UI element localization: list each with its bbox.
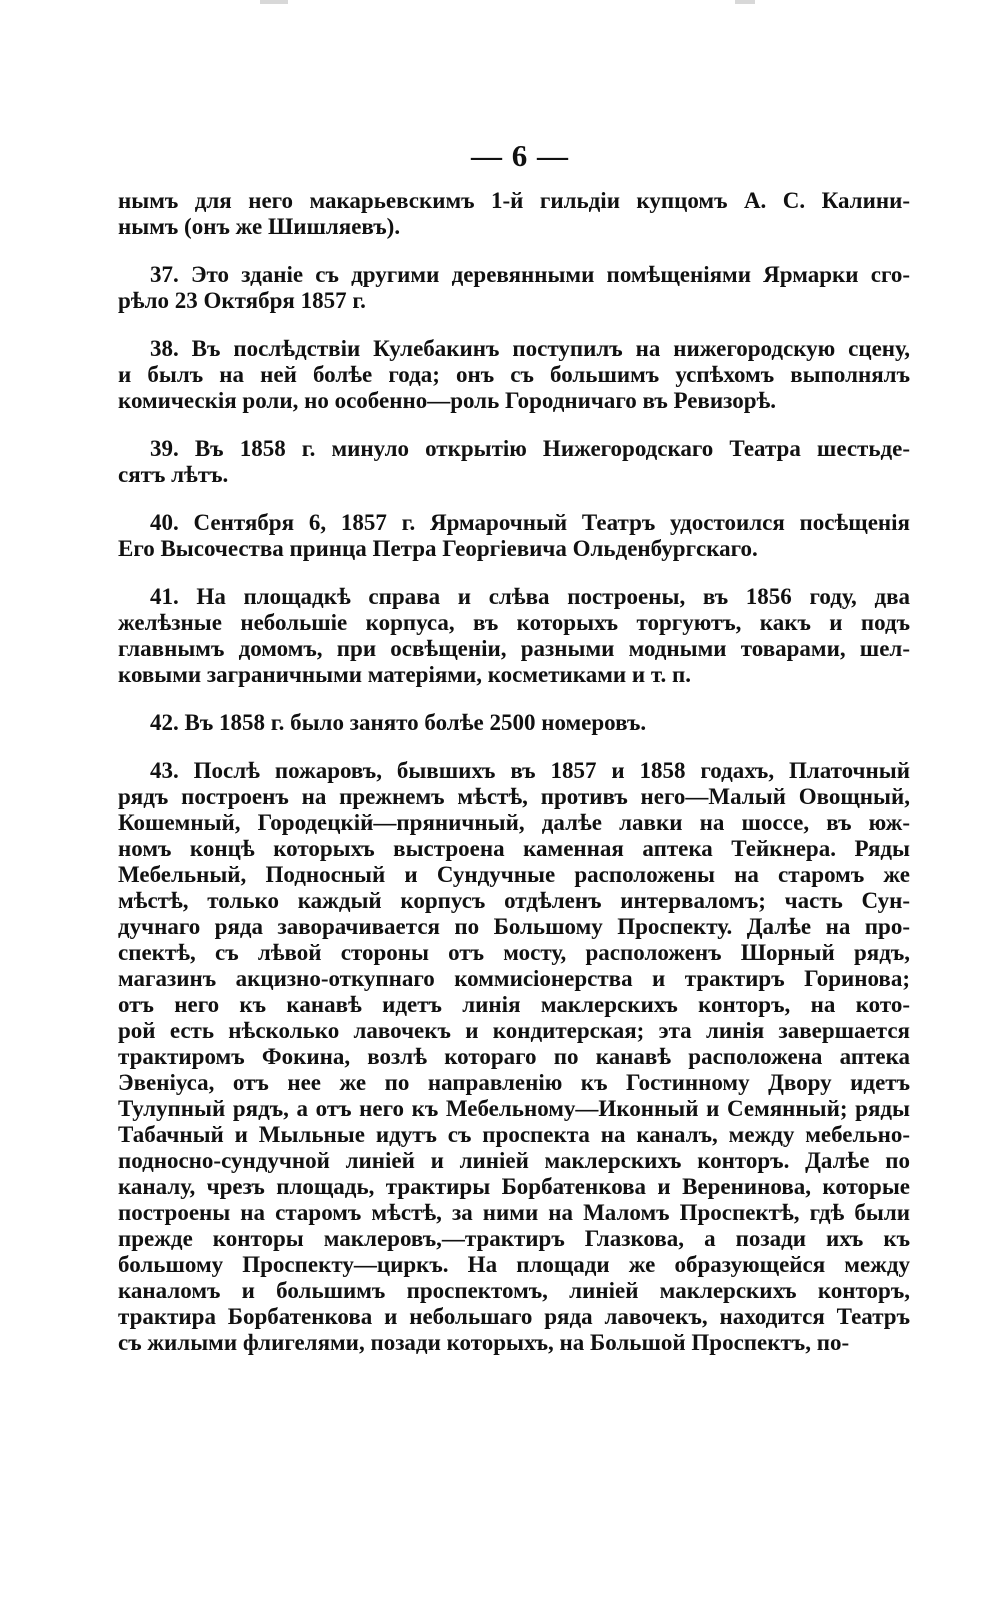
text-line: большому Проспекту—циркъ. На площади же образующейся между [118,1252,910,1277]
text-line: рядъ построенъ на прежнемъ мѣстѣ, противъ него—Малый Овощный, [118,784,910,809]
text-line: Тулупный рядъ, а отъ него къ Мебельному—Иконный и Семянный; ряды [118,1096,910,1121]
text-line: 40. Сентября 6, 1857 г. Ярмарочный Театръ удостоился посѣщенія [150,510,910,535]
text-line: нымъ для него макарьевскимъ 1-й гильдіи купцомъ А. С. Калини- [118,188,910,213]
text-line: сятъ лѣтъ. [118,462,229,487]
text-line: номъ концѣ которыхъ выстроена каменная аптека Тейкнера. Ряды [118,836,910,861]
text-line: желѣзные небольшіе корпуса, въ которыхъ торгуютъ, какъ и подъ [118,610,910,635]
paragraph [118,188,910,240]
text-line: рѣло 23 Октября 1857 г. [118,288,366,313]
paragraph [118,336,910,414]
paragraph [118,262,910,314]
text-line: 38. Въ послѣдствіи Кулебакинъ поступилъ на нижегородскую сцену, [150,336,910,361]
text-line: каналу, чрезъ площадь, трактиры Борбатенкова и Веренинова, которые [118,1174,910,1199]
text-line: 37. Это зданіе съ другими деревянными помѣщеніями Ярмарки сго- [150,262,910,287]
page-text [118,188,910,1378]
text-line: построены на старомъ мѣстѣ, за ними на Маломъ Проспектѣ, гдѣ были [118,1200,910,1225]
text-line: каналомъ и большимъ проспектомъ, линіей маклерскихъ конторъ, [118,1278,910,1303]
text-line: Кошемный, Городецкій—пряничный, далѣе лавки на шоссе, въ юж- [118,810,910,835]
text-line: комическія роли, но особенно—роль Городничаго въ Ревизорѣ. [118,388,777,413]
text-line: ковыми заграничными матеріями, косметиками и т. п. [118,662,691,687]
text-line: 42. Въ 1858 г. было занято болѣе 2500 номеровъ. [150,710,647,735]
text-line: и былъ на ней болѣе года; онъ съ большимъ успѣхомъ выполнялъ [118,362,910,387]
text-line: Эвеніуса, отъ нее же по направленію къ Гостинному Двору идетъ [118,1070,910,1095]
paragraph [118,510,910,562]
paragraph [118,584,910,688]
page-number: — 6 — [471,138,569,173]
text-line: отъ него къ канавѣ идетъ линія маклерскихъ конторъ, на кото- [118,992,910,1017]
text-line: магазинъ акцизно-откупнаго коммисіонерства и трактиръ Горинова; [118,966,910,991]
text-line: нымъ (онъ же Шишляевъ). [118,214,401,239]
text-line: 41. На площадкѣ справа и слѣва построены, въ 1856 году, два [150,584,910,609]
text-line: прежде конторы маклеровъ,—трактиръ Глазкова, а позади ихъ къ [118,1226,910,1251]
text-line: трактиромъ Фокина, возлѣ котораго по канавѣ расположена аптека [118,1044,910,1069]
text-line: рой есть нѣсколько лавочекъ и кондитерская; эта линія завершается [118,1018,910,1043]
text-line: подносно-сундучной линіей и линіей маклерскихъ конторъ. Далѣе по [118,1148,910,1173]
paragraph [118,758,910,1356]
scan-edge-mark [735,0,755,4]
text-line: 39. Въ 1858 г. минуло открытію Нижегородскаго Театра шестьде- [150,436,910,461]
scan-edge-mark [260,0,288,4]
text-line: трактира Борбатенкова и небольшаго ряда лавочекъ, находится Театръ [118,1304,910,1329]
paragraph [118,436,910,488]
text-line: 43. Послѣ пожаровъ, бывшихъ въ 1857 и 1858 годахъ, Платочный [150,758,910,783]
text-line: съ жилыми флигелями, позади которыхъ, на Большой Проспектъ, по- [118,1330,850,1355]
text-line: главнымъ домомъ, при освѣщеніи, разными модными товарами, шел- [118,636,910,661]
text-line: мѣстѣ, только каждый корпусъ отдѣленъ интерваломъ; часть Сун- [118,888,910,913]
paragraph [118,710,910,736]
text-line: дучнаго ряда заворачивается по Большому Проспекту. Далѣе на про- [118,914,910,939]
text-line: спектѣ, съ лѣвой стороны отъ мосту, расположенъ Шорный рядъ, [118,940,910,965]
text-line: Его Высочества принца Петра Георгіевича Ольденбургскаго. [118,536,758,561]
text-line: Табачный и Мыльные идутъ съ проспекта на каналъ, между мебельно- [118,1122,910,1147]
text-line: Мебельный, Подносный и Сундучные расположены на старомъ же [118,862,910,887]
